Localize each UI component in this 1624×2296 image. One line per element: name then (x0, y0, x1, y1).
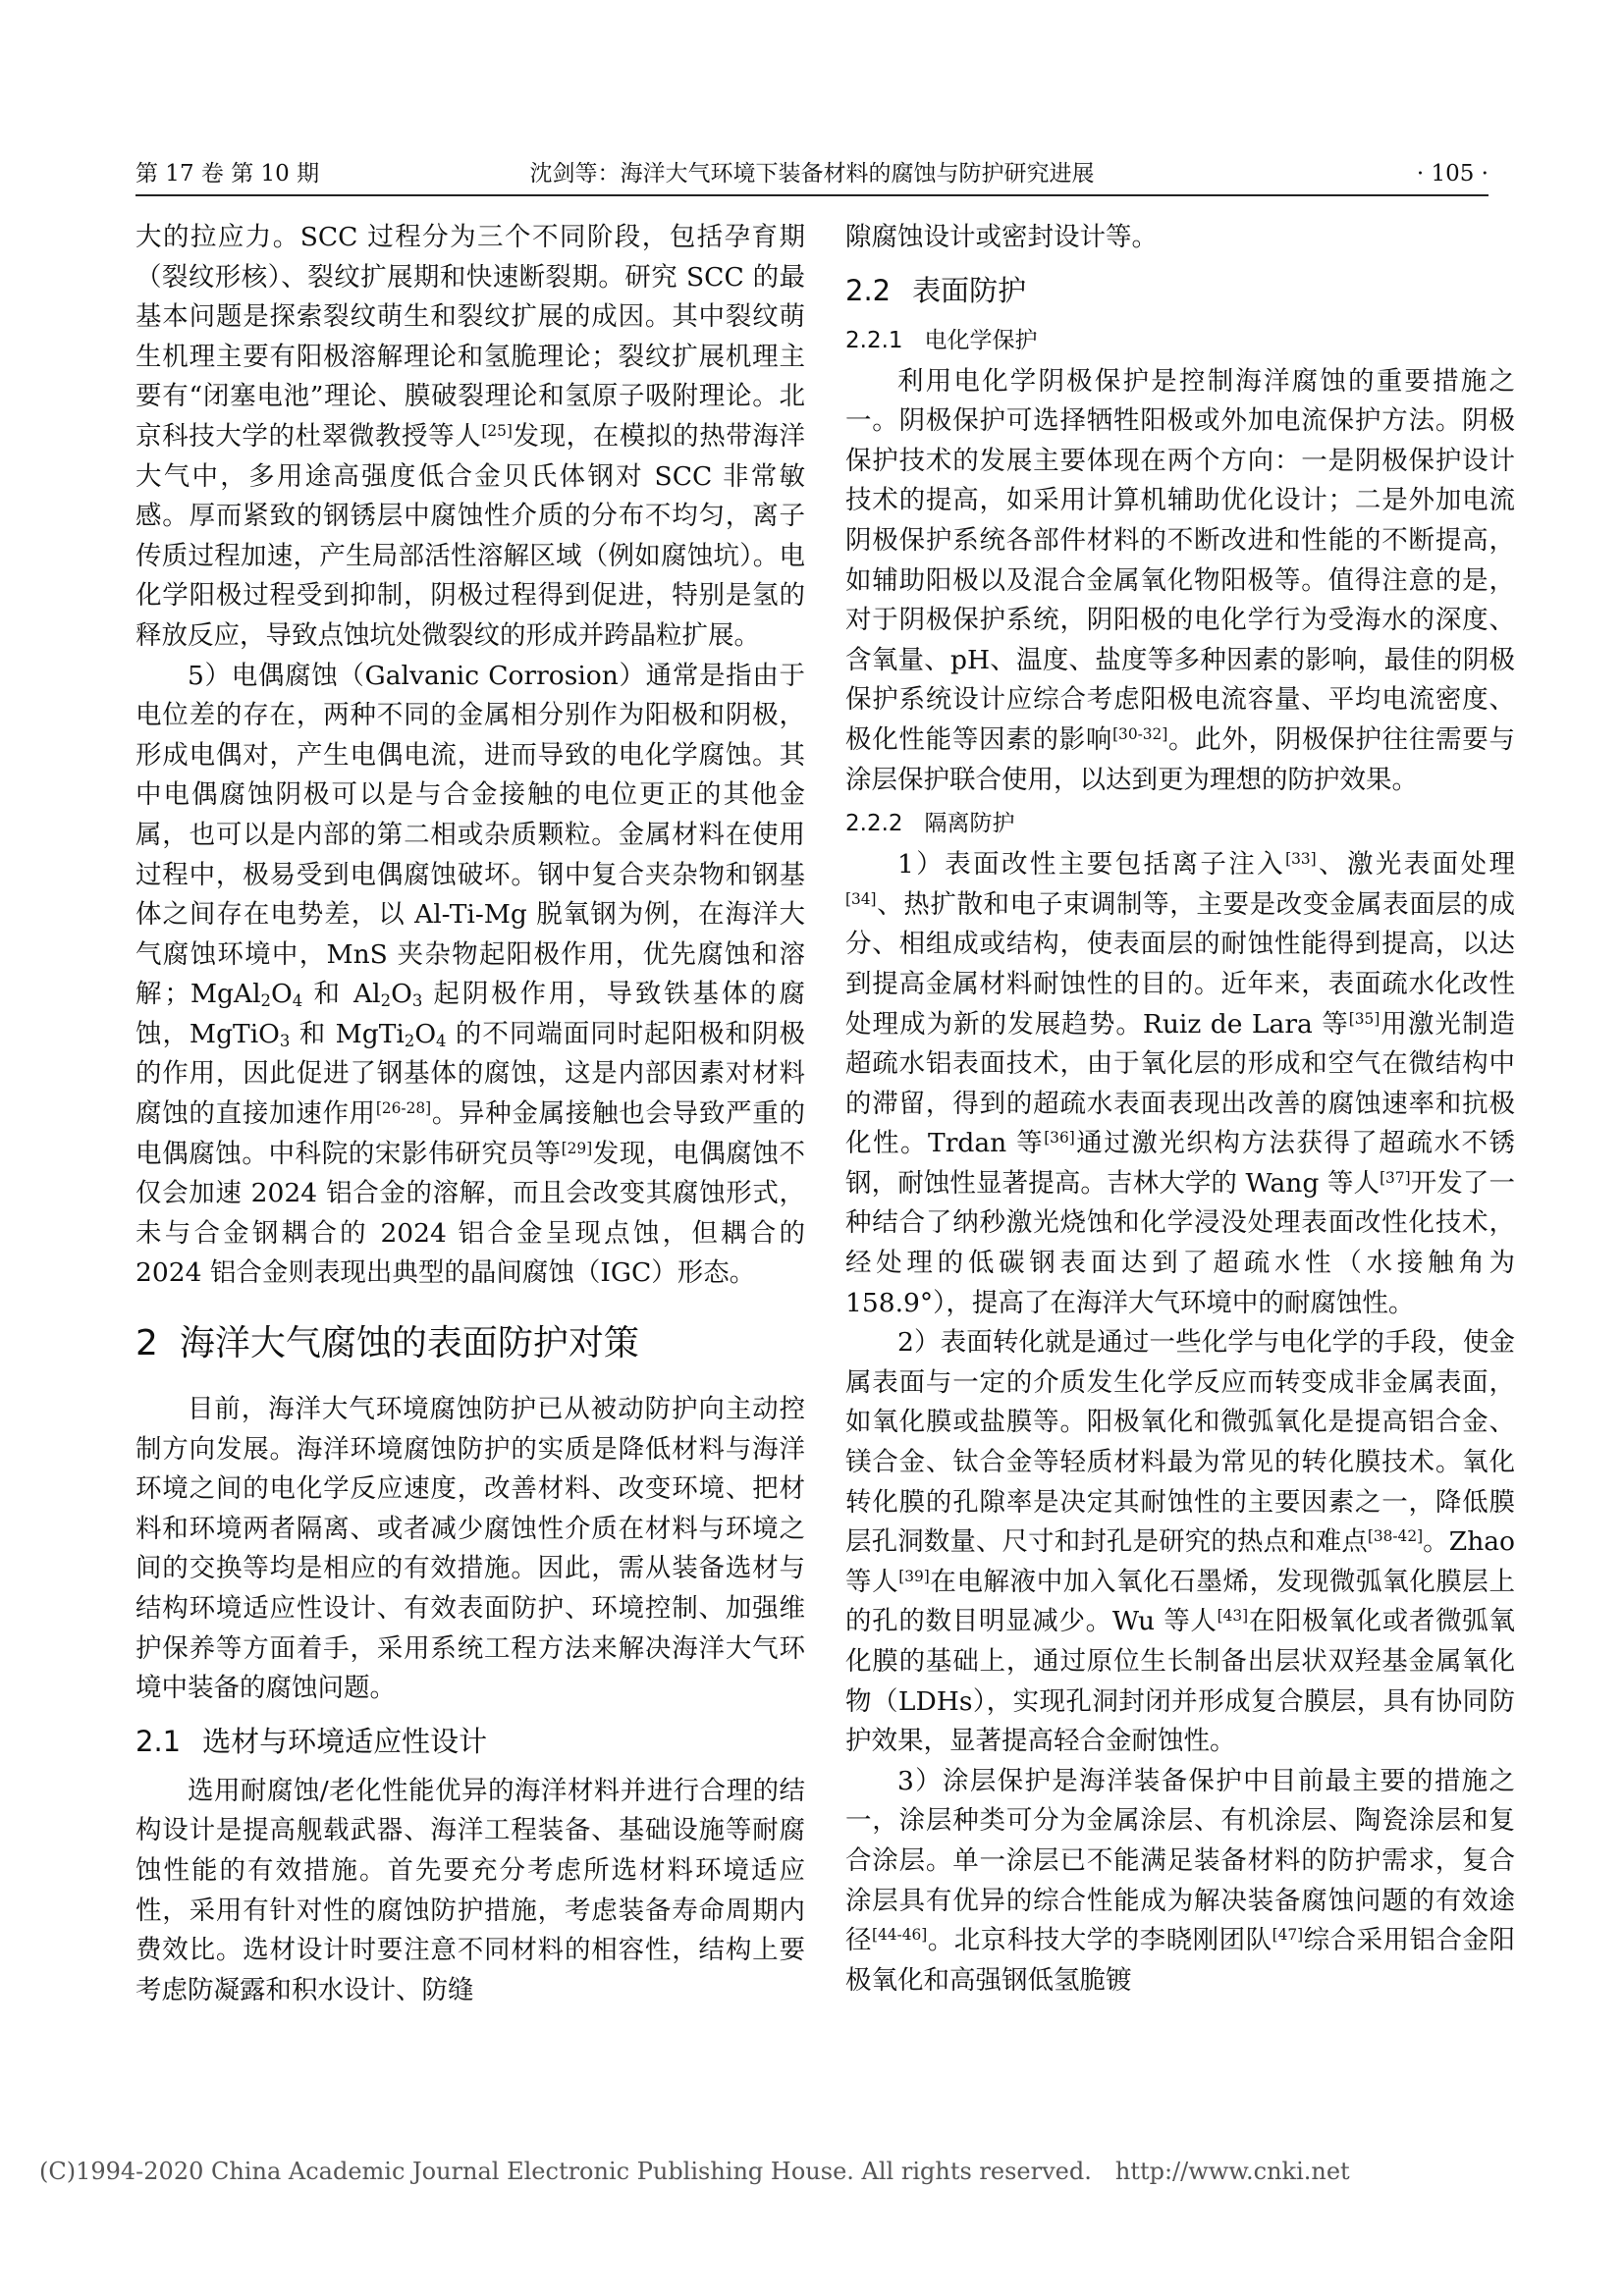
citation[interactable]: [35] (1348, 1009, 1380, 1028)
copyright-text: (C)1994-2020 China Academic Journal Electronic Publishing House. All rights reserved. (39, 2158, 1092, 2185)
citation[interactable]: [36] (1044, 1129, 1075, 1148)
volume-issue: 第 17 卷 第 10 期 (135, 161, 320, 187)
citation[interactable]: [34] (845, 889, 877, 908)
section-heading-2: 2 海洋大气腐蚀的表面防护对策 (135, 1323, 639, 1364)
citation[interactable]: [44-46] (872, 1925, 928, 1944)
running-title: 沈剑等：海洋大气环境下装备材料的腐蚀与防护研究进展 (529, 161, 1095, 187)
paragraph-cathodic-protection: 利用电化学阴极保护是控制海洋腐蚀的重要措施之一。阴极保护可选择牺牲阳极或外加电流保护方法。阴极保护技术的发展主要体现在两个方向：一是阴极保护设计技术的提高，如采用计算机辅助优化设计；二是外加电流阴极保护系统各部件材料的不断改进和性能的不断提高，如辅助阳极以及混合金属氧化物阳极等。值得注意的是，对于阴极保护系统，阴阳极的电化学行为受海水的深度、含氧量、pH、温度、盐度等多种因素的影响，最佳的阴极保护系统设计应综合考虑阳极电流容量、平均电流密度、极化性能等因素的影响[30-32]。此外，阴极保护往往需要与涂层保护联合使用，以达到更为理想的防护效果。 (845, 365, 1516, 795)
paragraph-scc: 大的拉应力。SCC 过程分为三个不同阶段，包括孕育期（裂纹形核）、裂纹扩展期和快速断裂期。研究 SCC 的最基本问题是探索裂纹萌生和裂纹扩展的成因。其中裂纹萌生机理主要有阳极溶解理论和氢脆理论；裂纹扩展机理主要有“闭塞电池”理论、膜破裂理论和氢原子吸附理论。北京科技大学的杜翠微教授等人[25]发现，在模拟的热带海洋大气中，多用途高强度低合金贝氏体钢对 SCC 非常敏感。厚而紧致的钢锈层中腐蚀性介质的分布不均匀，离子传质过程加速，产生局部活性溶解区域（例如腐蚀坑）。电化学阳极过程受到抑制，阴极过程得到促进，特别是氢的释放反应，导致点蚀坑处微裂纹的形成并跨晶粒扩展。 (135, 222, 806, 651)
citation[interactable]: [33] (1285, 849, 1317, 868)
right-column (845, 218, 1515, 2001)
section-heading-2-2: 2.2 表面防护 (845, 273, 1027, 307)
copyright-footer (39, 2158, 1350, 2185)
citation[interactable]: [47] (1272, 1925, 1304, 1944)
header-rule (135, 194, 1489, 196)
paragraph-galvanic-corrosion: 5）电偶腐蚀（Galvanic Corrosion）通常是指由于电位差的存在，两种不同的金属相分别作为阳极和阴极，形成电偶对，产生电偶电流，进而导致的电化学腐蚀。其中电偶腐蚀阴极可以是与合金接触的电位更正的其他金属，也可以是内部的第二相或杂质颗粒。金属材料在使用过程中，极易受到电偶腐蚀破坏。钢中复合夹杂物和钢基体之间存在电势差，以 Al-Ti-Mg 脱氧钢为例，在海洋大气腐蚀环境中，MnS 夹杂物起阳极作用，优先腐蚀和溶解；$MgAl_2O_4$ 和 $Al_2O_3$ 起阴极作用，导致铁基体的腐蚀，MgTiO$_3$ 和 $MgTi_2O_4$ 的不同端面同时起阳极和阴极的作用，因此促进了钢基体的腐蚀，这是内部因素对材料腐蚀的直接加速作用[26-28]。异种金属接触也会导致严重的电偶腐蚀。中科院的宋影伟研究员等[29]发现，电偶腐蚀不仅会加速 2024 铝合金的溶解，而且会改变其腐蚀形式，未与合金钢耦合的 2024 铝合金呈现点蚀，但耦合的 2024 铝合金则表现出典型的晶间腐蚀（IGC）形态。 (135, 660, 806, 1289)
page-number: · 105 · (1416, 161, 1489, 187)
citation[interactable]: [25] (481, 421, 513, 440)
section-heading-2-1: 2.1 选材与环境适应性设计 (135, 1724, 488, 1758)
paragraph-continued: 隙腐蚀设计或密封设计等。 (845, 222, 1158, 252)
paragraph-surface-conversion: 2）表面转化就是通过一些化学与电化学的手段，使金属表面与一定的介质发生化学反应而转变成非金属表面，如氧化膜或盐膜等。阳极氧化和微弧氧化是提高铝合金、镁合金、钛合金等轻质材料最为常见的转化膜技术。氧化转化膜的孔隙率是决定其耐蚀性的主要因素之一，降低膜层孔洞数量、尺寸和封孔是研究的热点和难点[38-42]。Zhao 等人[39]在电解液中加入氧化石墨烯，发现微弧氧化膜层上的孔的数目明显减少。Wu 等人[43]在阳极氧化或者微弧氧化膜的基础上，通过原位生长制备出层状双羟基金属氧化物（LDHs），实现孔洞封闭并形成复合膜层，具有协同防护效果，显著提高轻合金耐蚀性。 (845, 1327, 1516, 1757)
citation[interactable]: [30-32] (1112, 724, 1168, 743)
left-column (135, 218, 805, 2010)
paragraph-material-selection: 选用耐腐蚀/老化性能优异的海洋材料并进行合理的结构设计是提高舰载武器、海洋工程装备、基础设施等耐腐蚀性能的有效措施。首先要充分考虑所选材料环境适应性，采用有针对性的腐蚀防护措施，考虑装备寿命周期内费效比。选材设计时要注意不同材料的相容性，结构上要考虑防凝露和积水设计、防缝 (135, 1775, 805, 2005)
citation[interactable]: [37] (1380, 1168, 1411, 1187)
citation[interactable]: [38-42] (1367, 1527, 1424, 1545)
section-heading-2-2-2: 2.2.2 隔离防护 (845, 811, 1015, 837)
paragraph-coating-protection: 3）涂层保护是海洋装备保护中目前最主要的措施之一，涂层种类可分为金属涂层、有机涂层、陶瓷涂层和复合涂层。单一涂层已不能满足装备材料的防护需求，复合涂层具有优异的综合性能成为解决装备腐蚀问题的有效途径[44-46]。北京科技大学的李晓刚团队[47]综合采用铝合金阳极氧化和高强钢低氢脆镀 (845, 1765, 1516, 1996)
citation[interactable]: [29] (561, 1139, 593, 1157)
paragraph-surface-modification: 1）表面改性主要包括离子注入[33]、激光表面处理[34]、热扩散和电子束调制等，主要是改变金属表面层的成分、相组成或结构，使表面层的耐蚀性能得到提高，以达到提高金属材料耐蚀性的目的。近年来，表面疏水化改性处理成为新的发展趋势。Ruiz de Lara 等[35]用激光制造超疏水铝表面技术，由于氧化层的形成和空气在微结构中的滞留，得到的超疏水表面表现出改善的腐蚀速率和抗极化性。Trdan 等[36]通过激光织构方法获得了超疏水不锈钢，耐蚀性显著提高。吉林大学的 Wang 等人[37]开发了一种结合了纳秒激光烧蚀和化学浸没处理表面改性化技术，经处理的低碳钢表面达到了超疏水性（水接触角为 158.9°），提高了在海洋大气环境中的耐腐蚀性。 (845, 849, 1516, 1318)
citation[interactable]: [39] (898, 1567, 930, 1585)
cnki-link[interactable]: http://www.cnki.net (1114, 2158, 1350, 2185)
section-heading-2-2-1: 2.2.1 电化学保护 (845, 327, 1038, 353)
citation[interactable]: [43] (1217, 1607, 1249, 1626)
citation[interactable]: [26-28] (375, 1098, 432, 1117)
running-header (135, 157, 1489, 190)
paragraph-protection-overview: 目前，海洋大气环境腐蚀防护已从被动防护向主动控制方向发展。海洋环境腐蚀防护的实质是降低材料与海洋环境之间的电化学反应速度，改善材料、改变环境、把材料和环境两者隔离、或者减少腐蚀性介质在材料与环境之间的交换等均是相应的有效措施。因此，需从装备选材与结构环境适应性设计、有效表面防护、环境控制、加强维护保养等方面着手，采用系统工程方法来解决海洋大气环境中装备的腐蚀问题。 (135, 1394, 805, 1704)
